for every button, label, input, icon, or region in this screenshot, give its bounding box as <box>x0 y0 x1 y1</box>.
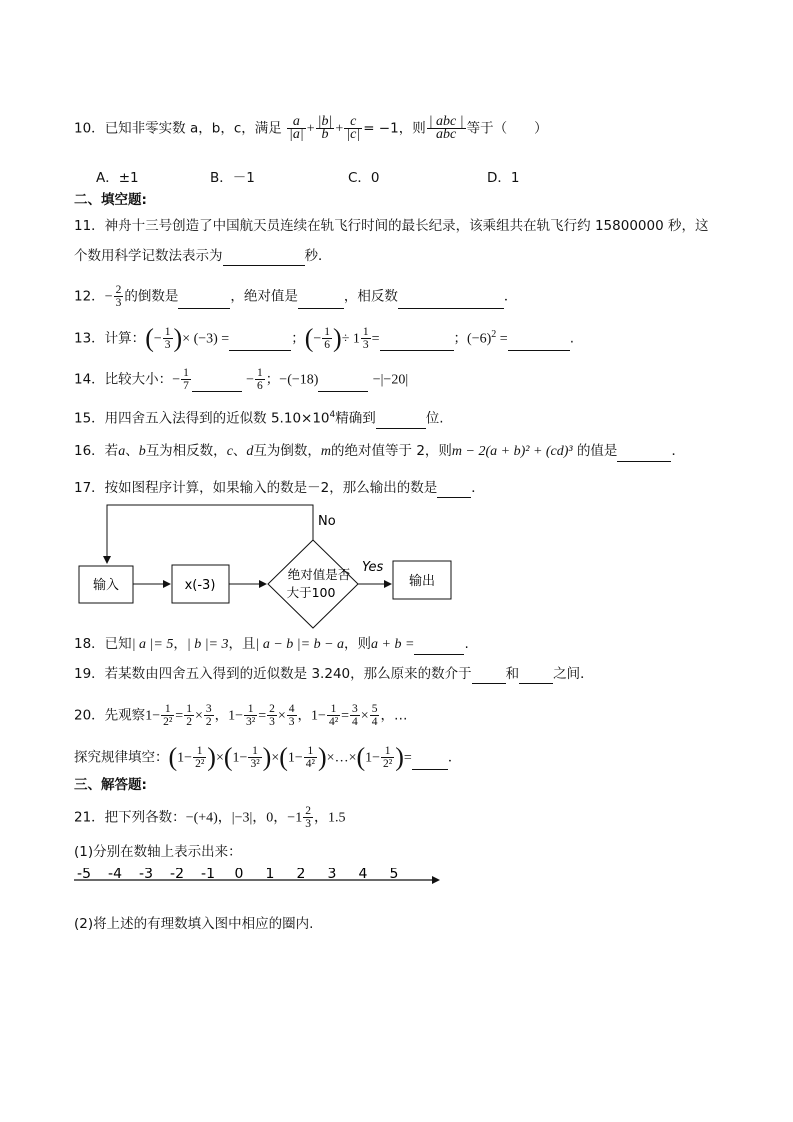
input-label: 输入 <box>92 578 120 593</box>
frac: $\frac{1}{\text{2²}}$ <box>383 745 393 770</box>
question-21-part2: (2)将上述的有理数填入图中相应的圈内. <box>74 916 314 932</box>
sep: ， <box>173 636 187 652</box>
answer-blank[interactable] <box>229 336 291 351</box>
no-label: No <box>318 514 336 529</box>
option-c[interactable]: C．0 <box>348 170 380 186</box>
question-number: 14．比较大小： <box>74 371 173 388</box>
question-14 <box>74 367 408 392</box>
question-text: 已知非零实数 a，b，c，满足 <box>104 120 282 137</box>
answer-blank[interactable] <box>617 447 671 462</box>
question-15 <box>74 405 444 429</box>
yes-label: Yes <box>362 560 384 575</box>
exponent: 2 <box>491 329 497 340</box>
q17-text: 17．按如图程序计算，如果输入的数是－2，那么输出的数是 <box>74 480 438 496</box>
q16-text: 的绝对值等于 2，则 <box>331 443 452 459</box>
tick-label: 1 <box>265 868 275 882</box>
q12-text: ，绝对值是 <box>230 288 298 305</box>
option-a[interactable]: A．±1 <box>96 170 139 186</box>
frac: $\frac{3}{2}$ <box>205 703 212 728</box>
q18-text: 18．已知 <box>74 636 132 652</box>
number-list: −(+4)，|−3|，0，−1 <box>185 810 303 826</box>
answer-blank[interactable] <box>318 377 368 392</box>
frac: $\frac{1}{\text{3²}}$ <box>250 745 260 770</box>
end: . <box>464 636 469 652</box>
question-21 <box>74 805 345 830</box>
tick-label: 3 <box>327 868 337 882</box>
frac: $\frac{1}{\text{4²}}$ <box>328 703 339 728</box>
q15-text: 位. <box>425 410 444 427</box>
expr: | a |= 5 <box>131 637 174 652</box>
frac: $\frac{2}{3}$ <box>269 703 275 728</box>
eq: = <box>341 708 350 724</box>
question-18 <box>74 634 469 655</box>
expr: = <box>371 331 380 347</box>
fraction-c: $\frac{c}{|c|}$ <box>346 114 361 142</box>
operation-label: x(-3) <box>184 578 216 593</box>
expr: × (−3) = <box>182 331 230 347</box>
tick-label: -4 <box>108 868 122 882</box>
q16-text: 、 <box>125 443 139 459</box>
answer-blank[interactable] <box>178 294 230 309</box>
sep: ， <box>214 707 229 724</box>
expr: −|−20| <box>372 372 409 388</box>
answer-blank[interactable] <box>298 294 344 309</box>
fraction-2-3: $\frac{2}{3}$ <box>115 284 122 309</box>
fraction-1-3: $\frac{1}{3}$ <box>164 326 171 351</box>
fraction-1-6: $\frac{1}{6}$ <box>324 326 331 351</box>
expr: −(−18) <box>279 372 319 388</box>
q16-text: 、 <box>232 443 247 459</box>
question-20-line2: 探究规律填空：(1− $\frac{1}{\text{2²}}$ )×(1− $\frac{1}{\text{3²}}$ )×(1− $\frac{1}{\text{4²}}$ )×…×(1− $\frac{1}{\text{2²}}$ )= ． <box>74 742 462 772</box>
tick-label: 5 <box>389 868 399 882</box>
tick-label: -2 <box>170 868 184 882</box>
q19-text: 和 <box>505 666 520 682</box>
tick-label: -5 <box>77 868 91 882</box>
q16-text: 互为相反数， <box>145 443 227 459</box>
output-label: 输出 <box>408 574 436 589</box>
fraction-2-3: $\frac{2}{3}$ <box>305 805 311 830</box>
program-flowchart <box>0 495 793 635</box>
q12-text: ． <box>503 288 518 305</box>
tick-label: 4 <box>358 868 368 882</box>
frac: $\frac{3}{4}$ <box>352 703 358 728</box>
ellipsis: ，… <box>380 707 408 724</box>
q16-text: 的值是 <box>576 443 618 459</box>
expr: ÷ 1 <box>341 331 360 347</box>
q21-text: 21．把下列各数： <box>74 809 186 826</box>
q16-text: 互为倒数， <box>253 443 321 459</box>
eq: = <box>403 750 412 766</box>
times: × <box>360 708 369 724</box>
feedback-arrow <box>107 505 313 563</box>
sep: ； <box>453 330 468 347</box>
frac: $\frac{1}{\text{2²}}$ <box>195 745 205 770</box>
question-number: 12． <box>74 288 105 305</box>
minus: − <box>172 372 181 388</box>
answer-blank[interactable] <box>414 640 464 655</box>
answer-blank[interactable] <box>376 414 426 429</box>
number-line-arrow <box>432 876 440 884</box>
answer-blank[interactable] <box>380 336 454 351</box>
q15-text: 精确到 <box>335 410 376 427</box>
q12-text: 的倒数是 <box>124 288 179 305</box>
tick-label: -3 <box>139 868 153 882</box>
expr: a + b = <box>371 637 415 652</box>
q19-text: 之间． <box>553 666 594 682</box>
plus-sign: + <box>306 121 315 137</box>
fraction-abc: $\frac{\text{| abc |}}{\text{abc}}$ <box>428 114 464 142</box>
one-minus: 1− <box>145 708 161 724</box>
fraction-1-6: $\frac{1}{6}$ <box>257 367 263 392</box>
minus: − <box>246 372 255 388</box>
answer-blank[interactable] <box>472 669 506 684</box>
q18-text: ，且 <box>228 636 256 652</box>
var-c: c <box>226 444 233 459</box>
sep: ； <box>291 330 305 347</box>
question-16 <box>74 441 685 462</box>
q17-end: ． <box>471 480 485 496</box>
var-d: d <box>246 444 254 459</box>
one-minus: 1− <box>228 708 244 724</box>
number-line <box>70 868 450 904</box>
end: . <box>569 330 574 347</box>
sep: ； <box>265 371 280 388</box>
question-number: 10． <box>74 120 105 137</box>
equals-text: = −1，则 <box>363 120 426 137</box>
answer-blank[interactable] <box>223 251 305 266</box>
one-minus: 1− <box>311 708 326 724</box>
frac: $\frac{5}{4}$ <box>371 703 378 728</box>
question-19 <box>74 664 594 684</box>
frac: $\frac{1}{\text{4²}}$ <box>305 745 315 770</box>
answer-blank[interactable] <box>412 755 448 770</box>
dots: ×…× <box>326 750 357 766</box>
tick-label: 2 <box>296 868 306 882</box>
answer-blank[interactable] <box>508 336 570 351</box>
sep: ， <box>297 707 312 724</box>
condition-line1: 绝对值是否 <box>287 567 351 582</box>
eq: = <box>258 708 267 724</box>
question-20-line1 <box>74 703 407 728</box>
q20-text: 探究规律填空： <box>74 749 169 766</box>
fraction-1-3b: $\frac{1}{3}$ <box>362 326 369 351</box>
question-tail: 等于（ ） <box>466 120 548 137</box>
frac: $\frac{1}{\text{3²}}$ <box>246 703 256 728</box>
tick-label: -1 <box>201 868 215 882</box>
q15-text: 15．用四舍五入法得到的近似数 5.10×10 <box>74 410 330 427</box>
question-12 <box>74 284 517 309</box>
times: × <box>277 708 286 724</box>
q16-text: 16．若 <box>74 443 119 459</box>
var-b: b <box>138 444 146 459</box>
q16-text: ． <box>671 443 685 459</box>
frac: $\frac{1}{2}$ <box>186 703 192 728</box>
expr: = <box>496 331 508 347</box>
expr: (−6) <box>467 331 492 347</box>
var-a: a <box>118 444 126 459</box>
q12-text: ，相反数 <box>343 288 398 305</box>
question-11-line2 <box>74 246 332 266</box>
question-13: 13．计算：(− $\frac{1}{3}$ )× (−3) = ；(− $\frac{1}{6}$ )÷ 1 $\frac{1}{3}$ = ；$(-6)^2$ = . <box>74 323 574 353</box>
option-b[interactable]: B．－1 <box>210 170 255 186</box>
q19-text: 19．若某数由四舍五入得到的近似数是 3.240，那么原来的数介于 <box>74 666 472 682</box>
fraction-a: $\frac{a}{|a|}$ <box>289 114 304 142</box>
exponent: 4 <box>329 410 336 420</box>
question-number: 13．计算： <box>74 330 146 347</box>
q11-unit: 秒． <box>304 248 332 264</box>
tick-label: 0 <box>234 868 244 882</box>
plus-sign: + <box>335 121 344 137</box>
expr: | a − b |= b − a <box>255 637 345 652</box>
answer-blank[interactable] <box>398 294 504 309</box>
decision-diamond <box>268 540 358 628</box>
frac: $\frac{4}{3}$ <box>288 703 295 728</box>
q11-text: 个数用科学记数法表示为 <box>74 248 223 264</box>
option-d[interactable]: D．1 <box>487 170 520 186</box>
question-10 <box>74 116 548 141</box>
minus-sign: − <box>104 289 113 305</box>
frac: $\frac{1}{\text{2²}}$ <box>163 703 173 728</box>
question-21-part1: (1)分别在数轴上表示出来： <box>74 844 242 860</box>
section-solve: 三、解答题: <box>74 777 147 793</box>
answer-blank[interactable] <box>192 377 242 392</box>
expression: m − 2(a + b)² + (cd)³ <box>451 444 573 459</box>
section-fill-in: 二、填空题: <box>74 192 147 208</box>
eq: = <box>175 708 184 724</box>
fraction-1-7: $\frac{1}{7}$ <box>183 367 189 392</box>
q20-text: 20．先观察 <box>74 707 146 724</box>
number-last: ，1.5 <box>313 810 346 826</box>
condition-line2: 大于100 <box>286 585 336 600</box>
expr: | b |= 3 <box>186 637 229 652</box>
var-m: m <box>320 444 332 459</box>
q18-text: ，则 <box>344 636 372 652</box>
answer-blank[interactable] <box>519 669 553 684</box>
question-11-line1: 11．神舟十三号创造了中国航天员连续在轨飞行时间的最长纪录，该乘组共在轨飞行约 15800000 秒，这 <box>74 218 709 234</box>
times: × <box>194 708 203 724</box>
fraction-b: $\frac{|b|}{b}$ <box>317 114 333 142</box>
